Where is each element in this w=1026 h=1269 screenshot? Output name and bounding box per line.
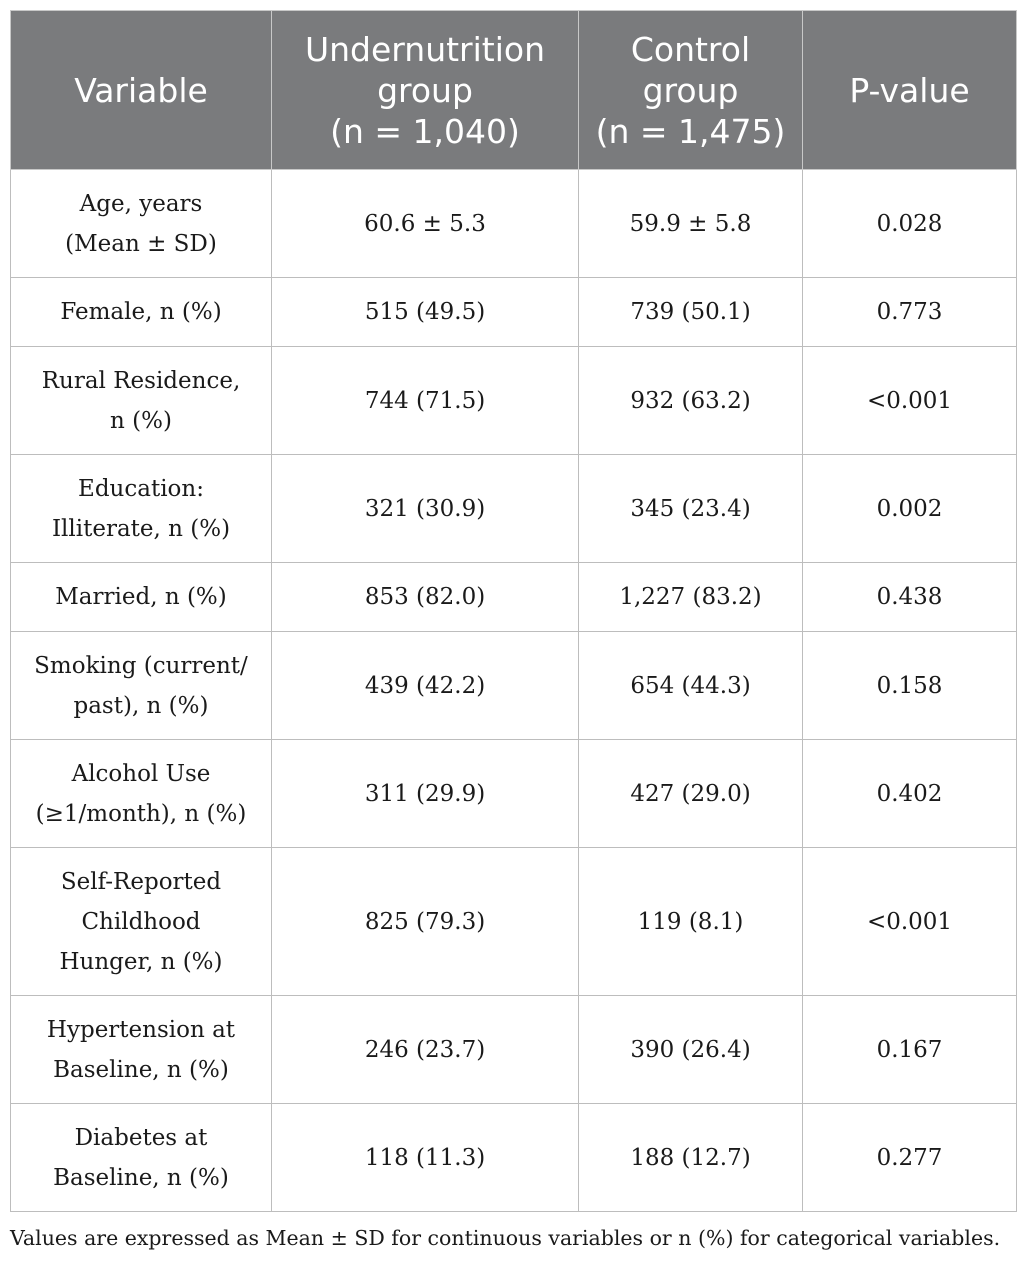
table-row <box>11 455 1017 563</box>
header-row <box>11 11 1017 170</box>
p-value-cell: 0.773 <box>803 278 1017 347</box>
table-row <box>11 996 1017 1104</box>
variable-cell: Diabetes at Baseline, n (%) <box>11 1104 272 1212</box>
undernutrition-cell: 321 (30.9) <box>272 455 579 563</box>
header-undernutrition-group: Undernutrition group (n = 1,040) <box>272 11 579 170</box>
control-cell: 654 (44.3) <box>579 632 803 740</box>
table-row <box>11 848 1017 996</box>
p-value-cell: 0.277 <box>803 1104 1017 1212</box>
control-cell: 119 (8.1) <box>579 848 803 996</box>
undernutrition-cell: 744 (71.5) <box>272 347 579 455</box>
control-cell: 345 (23.4) <box>579 455 803 563</box>
undernutrition-cell: 60.6 ± 5.3 <box>272 170 579 278</box>
variable-cell: Alcohol Use (≥1/month), n (%) <box>11 740 272 848</box>
undernutrition-cell: 246 (23.7) <box>272 996 579 1104</box>
p-value-cell: 0.158 <box>803 632 1017 740</box>
undernutrition-cell: 118 (11.3) <box>272 1104 579 1212</box>
table-row <box>11 632 1017 740</box>
table-footnote: Values are expressed as Mean ± SD for continuous variables or n (%) for categorical variables. <box>10 1226 1001 1250</box>
header-variable: Variable <box>11 11 272 170</box>
control-cell: 390 (26.4) <box>579 996 803 1104</box>
header-p-value: P-value <box>803 11 1017 170</box>
undernutrition-cell: 439 (42.2) <box>272 632 579 740</box>
undernutrition-cell: 515 (49.5) <box>272 278 579 347</box>
table-row <box>11 1104 1017 1212</box>
table-row <box>11 170 1017 278</box>
undernutrition-cell: 825 (79.3) <box>272 848 579 996</box>
data-table <box>10 10 1017 1212</box>
header-control-group: Control group (n = 1,475) <box>579 11 803 170</box>
p-value-cell: 0.002 <box>803 455 1017 563</box>
table-row <box>11 740 1017 848</box>
variable-cell: Smoking (current/ past), n (%) <box>11 632 272 740</box>
p-value-cell: 0.167 <box>803 996 1017 1104</box>
p-value-cell: 0.402 <box>803 740 1017 848</box>
table-row <box>11 563 1017 632</box>
control-cell: 932 (63.2) <box>579 347 803 455</box>
control-cell: 427 (29.0) <box>579 740 803 848</box>
variable-cell: Education: Illiterate, n (%) <box>11 455 272 563</box>
variable-cell: Female, n (%) <box>11 278 272 347</box>
control-cell: 188 (12.7) <box>579 1104 803 1212</box>
p-value-cell: 0.028 <box>803 170 1017 278</box>
undernutrition-cell: 853 (82.0) <box>272 563 579 632</box>
baseline-characteristics-table <box>10 10 1016 1212</box>
control-cell: 1,227 (83.2) <box>579 563 803 632</box>
variable-cell: Hypertension at Baseline, n (%) <box>11 996 272 1104</box>
variable-cell: Self-Reported Childhood Hunger, n (%) <box>11 848 272 996</box>
control-cell: 59.9 ± 5.8 <box>579 170 803 278</box>
control-cell: 739 (50.1) <box>579 278 803 347</box>
table-row <box>11 347 1017 455</box>
variable-cell: Rural Residence, n (%) <box>11 347 272 455</box>
p-value-cell: 0.438 <box>803 563 1017 632</box>
table-row <box>11 278 1017 347</box>
undernutrition-cell: 311 (29.9) <box>272 740 579 848</box>
p-value-cell: <0.001 <box>803 848 1017 996</box>
variable-cell: Married, n (%) <box>11 563 272 632</box>
p-value-cell: <0.001 <box>803 347 1017 455</box>
variable-cell: Age, years (Mean ± SD) <box>11 170 272 278</box>
